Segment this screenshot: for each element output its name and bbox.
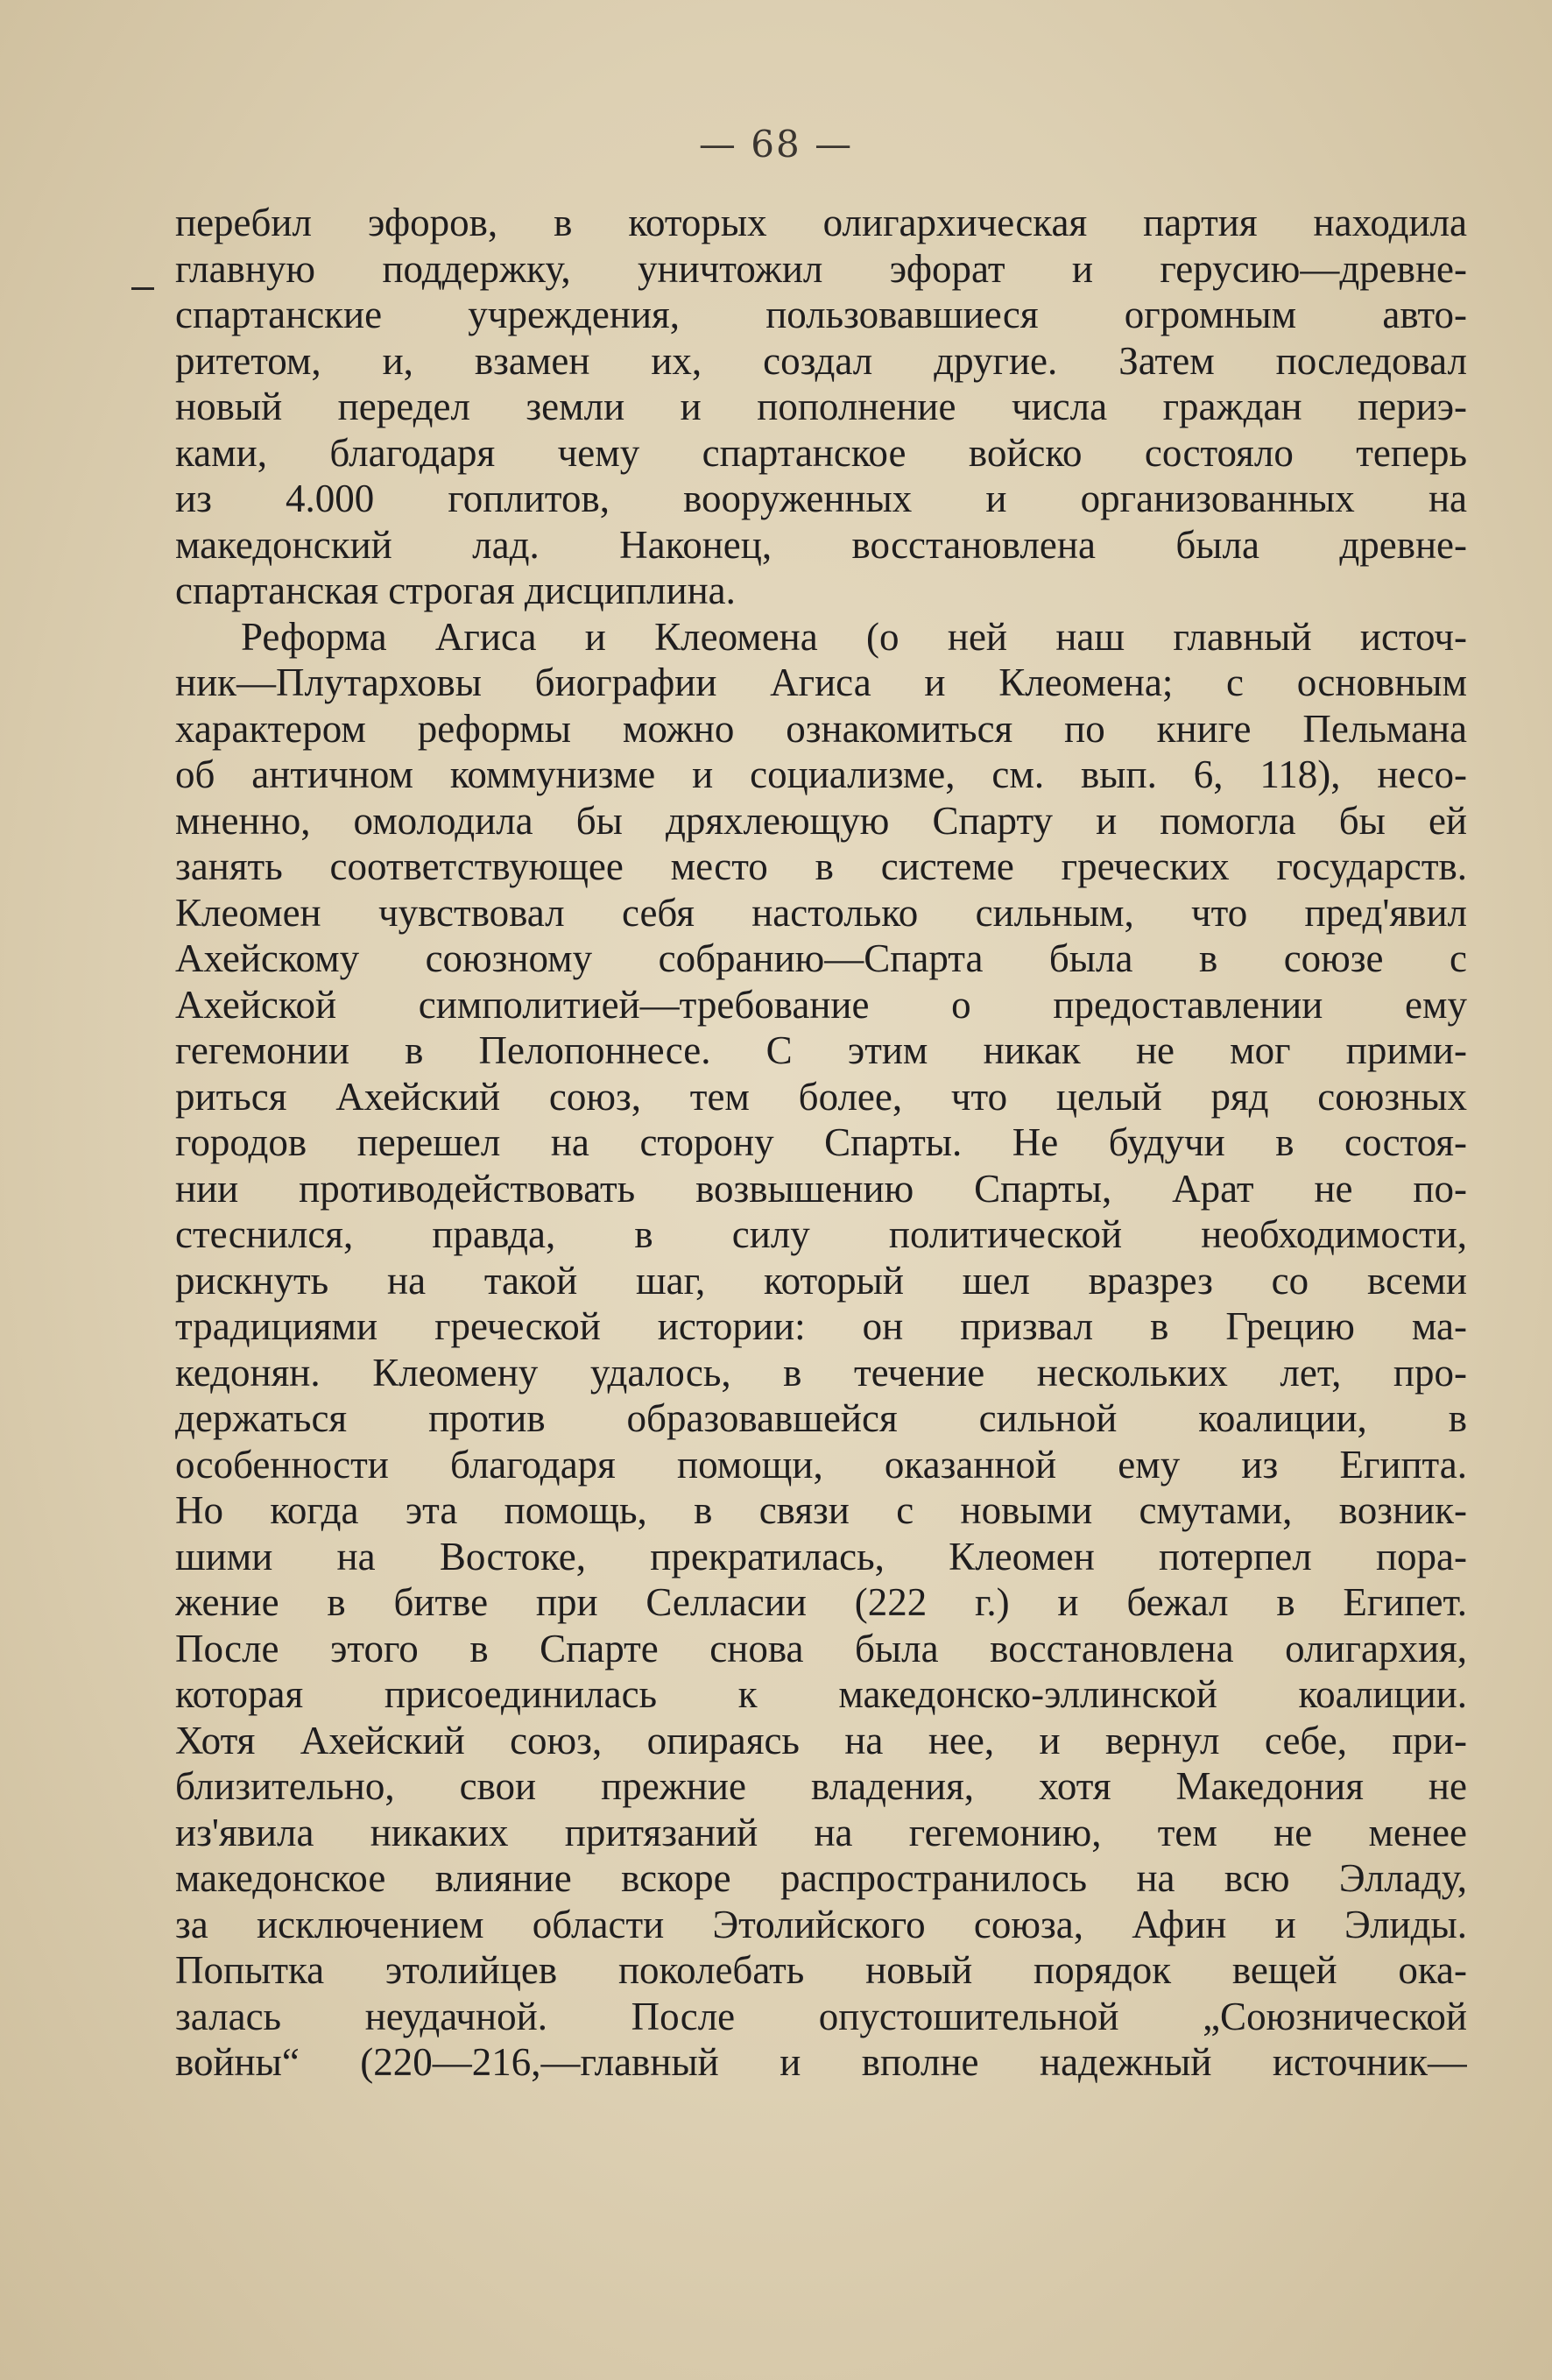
text-line: близительно, свои прежние владения, хотя Македония не xyxy=(175,1764,1467,1808)
text-line: Хотя Ахейский союз, опираясь на нее, и вернул себе, при- xyxy=(175,1718,1467,1762)
text-line: Клеомен чувствовал себя настолько сильным, что пред'явил xyxy=(175,890,1467,935)
text-line: македонский лад. Наконец, восстановлена была древне- xyxy=(175,522,1467,567)
text-line: Ахейской симполитией—требование о предоставлении ему xyxy=(175,982,1467,1027)
text-line: кедонян. Клеомену удалось, в течение нескольких лет, про- xyxy=(175,1350,1467,1395)
text-line: риться Ахейский союз, тем более, что целый ряд союзных xyxy=(175,1074,1467,1119)
text-line: которая присоединилась к македонско-эллинской коалиции. xyxy=(175,1672,1467,1716)
text-line: гегемонии в Пелопоннесе. С этим никак не мог прими- xyxy=(175,1028,1467,1072)
text-line: за исключением области Этолийского союза, Афин и Элиды. xyxy=(175,1902,1467,1946)
text-line: держаться против образовавшейся сильной коалиции, в xyxy=(175,1396,1467,1440)
text-line: главную поддержку, уничтожил эфорат и герусию—древне- xyxy=(175,246,1467,291)
text-line: залась неудачной. После опустошительной „Союзнической xyxy=(175,1994,1467,2038)
text-line: спартанская строгая дисциплина. xyxy=(175,569,736,612)
text-line: После этого в Спарте снова была восстановлена олигархия, xyxy=(175,1626,1467,1670)
text-line: об античном коммунизме и социализме, см. вып. 6, 118), несо- xyxy=(175,752,1467,796)
text-line: новый передел земли и пополнение числа граждан периэ- xyxy=(175,385,1467,428)
text-line: рискнуть на такой шаг, который шел вразрез со всеми xyxy=(175,1258,1467,1303)
text-line: из'явила никаких притязаний на гегемонию, тем не менее xyxy=(175,1810,1467,1854)
text-line: войны“ (220—216,—главный и вполне надежный источник— xyxy=(175,2040,1467,2084)
text-line: Но когда эта помощь, в связи с новыми смутами, возник- xyxy=(175,1488,1467,1532)
text-line: ками, благодаря чему спартанское войско состояло теперь xyxy=(175,430,1467,475)
text-line: Ахейскому союзному собранию—Спарта была в союзе с xyxy=(175,936,1467,980)
text-line: городов перешел на сторону Спарты. Не будучи в состоя- xyxy=(175,1120,1467,1164)
text-line: жение в битве при Селласии (222 г.) и бежал в Египет. xyxy=(175,1580,1467,1624)
text-line: македонское влияние вскоре распространилось на всю Элладу, xyxy=(175,1856,1467,1900)
text-line: Реформа Агиса и Клеомена (о ней наш главный источ- xyxy=(241,614,1467,659)
page-number: — 68 — xyxy=(698,123,854,166)
text-line: Попытка этолийцев поколебать новый порядок вещей ока- xyxy=(175,1948,1467,1992)
text-line: занять соответствующее место в системе греческих государств. xyxy=(175,844,1467,888)
text-line: спартанские учреждения, пользовавшиеся огромным авто- xyxy=(175,293,1467,336)
text-line: шими на Востоке, прекратилась, Клеомен потерпел пора- xyxy=(175,1534,1467,1578)
text-line: характером реформы можно ознакомиться по книге Пельмана xyxy=(175,706,1467,751)
text-line: стеснился, правда, в силу политической необходимости, xyxy=(175,1212,1467,1256)
body-text xyxy=(175,200,1467,2086)
text-line: традициями греческой истории: он призвал в Грецию ма- xyxy=(175,1304,1467,1348)
text-line: нии противодействовать возвышению Спарты, Арат не по- xyxy=(175,1166,1467,1211)
margin-mark xyxy=(131,287,154,290)
text-line: из 4.000 гоплитов, вооруженных и организованных на xyxy=(175,477,1467,520)
text-line: ник—Плутарховы биографии Агиса и Клеомена; с основным xyxy=(175,660,1467,704)
text-line: особенности благодаря помощи, оказанной ему из Египта. xyxy=(175,1442,1467,1487)
text-line: ритетом, и, взамен их, создал другие. Затем последовал xyxy=(175,338,1467,383)
text-line: перебил эфоров, в которых олигархическая партия находила xyxy=(175,201,1467,244)
text-line: мненно, омолодила бы дряхлеющую Спарту и помогла бы ей xyxy=(175,798,1467,843)
